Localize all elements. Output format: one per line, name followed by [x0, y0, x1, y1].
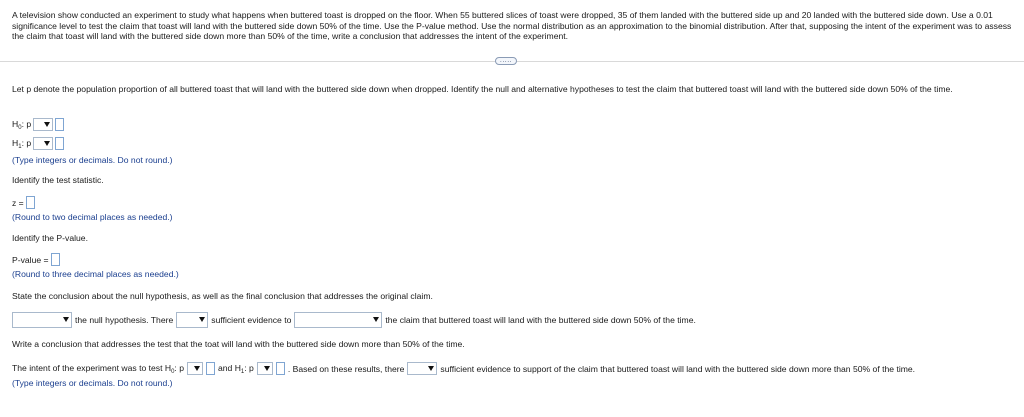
- part4-prompt: State the conclusion about the null hypothesis, as well as the final conclusion that addresses the original claim.: [12, 291, 433, 301]
- part4-text-c: the claim that buttered toast will land with the buttered side down 50% of the time.: [385, 315, 696, 325]
- part4-text-b: sufficient evidence to: [211, 315, 292, 325]
- null-decision-dropdown[interactable]: [12, 312, 72, 328]
- intent-evidence-dropdown[interactable]: [407, 362, 437, 375]
- intent-h0-operator-dropdown[interactable]: [187, 362, 203, 375]
- part3-prompt: Identify the P-value.: [12, 233, 88, 243]
- triangle-down-icon: [198, 315, 206, 324]
- part5-prompt: Write a conclusion that addresses the test that the toat will land with the buttered side down more than 50% of the time.: [12, 339, 465, 349]
- part1-hint: (Type integers or decimals. Do not round.): [12, 155, 173, 165]
- z-label: z =: [12, 197, 24, 208]
- h1-row: [12, 137, 64, 150]
- pvalue-row: [12, 253, 60, 266]
- part5-hint: (Type integers or decimals. Do not round.): [12, 378, 173, 388]
- part4-row: [12, 312, 696, 328]
- part5-text-e: . Based on these results, there: [287, 363, 405, 374]
- h0-row: [12, 118, 64, 131]
- triangle-down-icon: [427, 364, 435, 373]
- part5-text-a: The intent of the experiment was to test $H_0$: p: [12, 362, 184, 375]
- question-text: A television show conducted an experiment to study what happens when buttered toast is dropped on the floor. When 55 buttered slices of toast were dropped, 35 of them landed with the buttered side up and 20 landed with the buttered side down. Use a 0.01 significance level to test the claim that toast will land with the buttered side down 50% of the time. Use the P-value method. Use the normal distribution as an approximation to the binomial distribution. After that, supposing the intent of the experiment was to assess the claim that toast will land with the buttered side down more than 50% of the time, write a conclusion that addresses the intent of the experiment.: [12, 10, 1012, 42]
- claim-action-dropdown[interactable]: [294, 312, 382, 328]
- triangle-down-icon: [263, 364, 271, 373]
- pvalue-input[interactable]: [51, 253, 60, 266]
- z-input[interactable]: [26, 196, 35, 209]
- intent-h0-value-input[interactable]: [206, 362, 215, 375]
- h1-value-input[interactable]: [55, 137, 64, 150]
- h1-operator-dropdown[interactable]: [33, 137, 53, 150]
- triangle-down-icon: [372, 315, 380, 324]
- expand-more-button[interactable]: .....: [495, 57, 517, 65]
- part1-prompt: Let p denote the population proportion of all buttered toast that will land with the buttered side down when dropped. Identify the null and alternative hypotheses to test the claim that buttered toast will land with the buttered side down 50% of the time.: [12, 84, 953, 94]
- part2-hint: (Round to two decimal places as needed.): [12, 212, 173, 222]
- triangle-down-icon: [193, 364, 201, 373]
- part5-text-f: sufficient evidence to support of the claim that buttered toast will land with the buttered side down more than 50% of the time.: [440, 363, 916, 374]
- part5-row: [12, 362, 915, 375]
- h1-label: $H_1$: p: [12, 137, 32, 150]
- part5-text-c: and $H_1$: p: [217, 362, 254, 375]
- part3-hint: (Round to three decimal places as needed.): [12, 269, 179, 279]
- evidence-dropdown[interactable]: [176, 312, 208, 328]
- part4-text-a: the null hypothesis. There: [75, 315, 174, 325]
- h0-label: $H_0$: p: [12, 118, 32, 131]
- z-row: [12, 196, 35, 209]
- intent-h1-operator-dropdown[interactable]: [257, 362, 273, 375]
- triangle-down-icon: [43, 139, 51, 148]
- pvalue-label: P-value =: [12, 254, 49, 265]
- h0-value-input[interactable]: [55, 118, 64, 131]
- triangle-down-icon: [62, 315, 70, 324]
- triangle-down-icon: [43, 120, 51, 129]
- intent-h1-value-input[interactable]: [276, 362, 285, 375]
- part2-prompt: Identify the test statistic.: [12, 175, 104, 185]
- h0-operator-dropdown[interactable]: [33, 118, 53, 131]
